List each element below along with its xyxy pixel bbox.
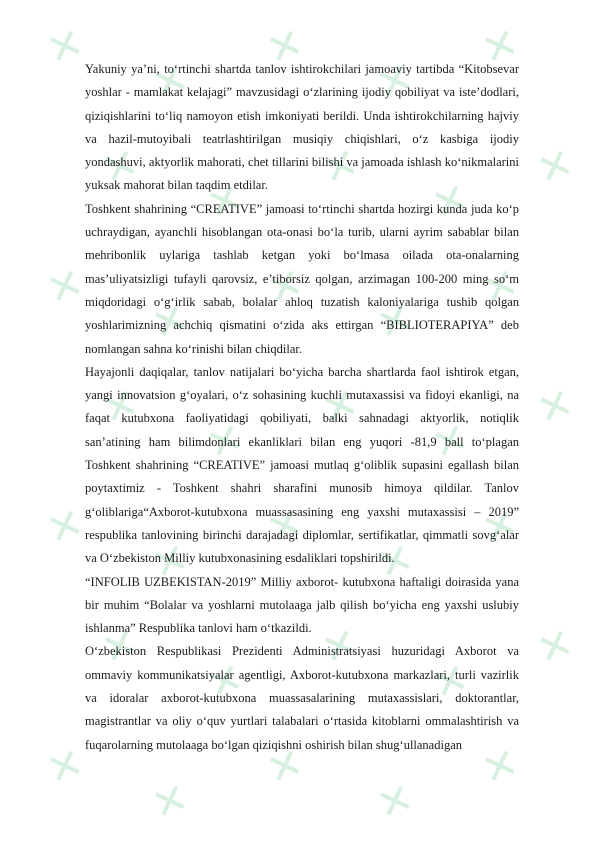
- watermark-mark: ✕: [145, 52, 195, 111]
- watermark-mark: ✕: [475, 737, 525, 796]
- watermark-mark: ✕: [145, 772, 195, 831]
- watermark-mark: ✕: [315, 137, 365, 196]
- body-text: [85, 58, 519, 757]
- watermark-mark: ✕: [530, 377, 580, 436]
- watermark-mark: ✕: [40, 257, 90, 316]
- paragraph-3: Hayajonli daqiqalar, tanlov natijalari bo‘yicha barcha shartlarda faol ishtirok etgan, yangi innovatsion g‘oyalari, o‘z sohasining kuchli mutaxassisi va fidoyi ekanligi, na faqat kutubxona faoliyatidagi qobiliyati, balki sahnadagi aktyorlik, notiqlik san’atining ham bilimdonlari ekanliklari bilan eng yuqori -81,9 ball to‘plagan Toshkent shahrining “CREATIVE” jamoasi mutlaq g‘oliblik supasini egallash bilan poytaxtimiz - Toshkent shahri sharafini munosib himoya qildilar. Tanlov g‘oliblariga“Axborot-kutubxona muassasasining eng yaxshi mutaxassisi – 2019” respublika tanlovining birinchi darajadagi diplomlar, sertifikatlar, qimmatli sovg‘alar va O‘zbekiston Milliy kutubxonasining esdaliklari topshirildi.: [85, 364, 519, 566]
- watermark-mark: ✕: [260, 257, 310, 316]
- watermark-mark: ✕: [475, 257, 525, 316]
- paragraph-4: “INFOLIB UZBEKISTAN-2019” Milliy axborot- kutubxona haftaligi doirasida yana bir muhim “Bolalar va yoshlarni mutolaaga jalb qilish bo‘yicha eng yaxshi uslubiy ishlanma” Respublika tanlovi ham o‘tkazildi.: [85, 574, 519, 636]
- watermark-mark: ✕: [95, 617, 145, 676]
- watermark-mark: ✕: [475, 17, 525, 76]
- watermark-mark: ✕: [260, 737, 310, 796]
- watermark-mark: ✕: [530, 137, 580, 196]
- watermark-mark: ✕: [315, 617, 365, 676]
- watermark-mark: ✕: [145, 292, 195, 351]
- watermark-mark: ✕: [260, 17, 310, 76]
- watermark-mark: ✕: [145, 532, 195, 591]
- watermark-mark: ✕: [370, 772, 420, 831]
- paragraph-5: O‘zbekiston Respublikasi Prezidenti Administratsiyasi huzuridagi Axborot va ommaviy kommunikatsiyalar agentligi, Axborot-kutubxona markazlari, turli vazirlik va idoralar axborot-kutubxona muassasalarining mutaxassislari, doktorantlar, magistrantlar va oliy o‘quv yurtlari talabalari o‘rtasida kitoblarni ommalashtirish va fuqarolarning mutolaaga bo‘lgan qiziqishni oshirish bilan shug‘ullanadigan: [85, 644, 519, 752]
- watermark-mark: ✕: [425, 412, 475, 471]
- watermark-mark: ✕: [475, 497, 525, 556]
- watermark-mark: ✕: [200, 412, 250, 471]
- watermark-mark: ✕: [315, 377, 365, 436]
- watermark-mark: ✕: [370, 532, 420, 591]
- watermark-mark: ✕: [370, 52, 420, 111]
- watermark-mark: ✕: [95, 137, 145, 196]
- watermark-mark: ✕: [370, 292, 420, 351]
- watermark-mark: ✕: [425, 172, 475, 231]
- watermark-mark: ✕: [40, 737, 90, 796]
- watermark-mark: ✕: [95, 377, 145, 436]
- watermark-mark: ✕: [40, 17, 90, 76]
- watermark-mark: ✕: [425, 652, 475, 711]
- watermark-mark: ✕: [200, 652, 250, 711]
- watermark-mark: ✕: [530, 617, 580, 676]
- watermark-mark: ✕: [200, 172, 250, 231]
- watermark-mark: ✕: [40, 497, 90, 556]
- paragraph-1: Yakuniy ya’ni, to‘rtinchi shartda tanlov ishtirokchilari jamoaviy tartibda “Kitobsevar yoshlar - mamlakat kelajagi” mavzusidagi o‘zlarining ijodiy qobiliyat va iste’dodlari, qiziqishlarini to‘liq namoyon etish imkoniyati berildi. Unda ishtirokchilarning hajviy va hazil-mutoyibali teatrlashtirilgan musiqiy chiqishlari, o‘z kasbiga ijodiy yondashuvi, aktyorlik mahorati, chet tillarini bilishi va jamoada ishlash ko‘nikmalarini yuksak mahorat bilan taqdim etdilar.: [85, 62, 519, 193]
- paragraph-2: Toshkent shahrining “CREATIVE” jamoasi to‘rtinchi shartda hozirgi kunda juda ko‘p uchraydigan, ayanchli hisoblangan ota-onasi bo‘la turib, ularni ayrim sabablar bilan mehribonlik uylariga tashlab ketgan yoki bo‘lmasa oilada ota-onalarning mas’uliyatsizligi tufayli qarovsiz, e’tiborsiz qolgan, arzimagan 100-200 ming so‘m miqdoridagi o‘g‘irlik sabab, bolalar ahloq tuzatish kaloniyalariga tushib qolgan yoshlarimizning achchiq qismatini o‘zida aks ettirgan “BIBLIOTERAPIYA” deb nomlangan sahna ko‘rinishi bilan chiqdilar.: [85, 201, 519, 356]
- watermark-mark: ✕: [260, 497, 310, 556]
